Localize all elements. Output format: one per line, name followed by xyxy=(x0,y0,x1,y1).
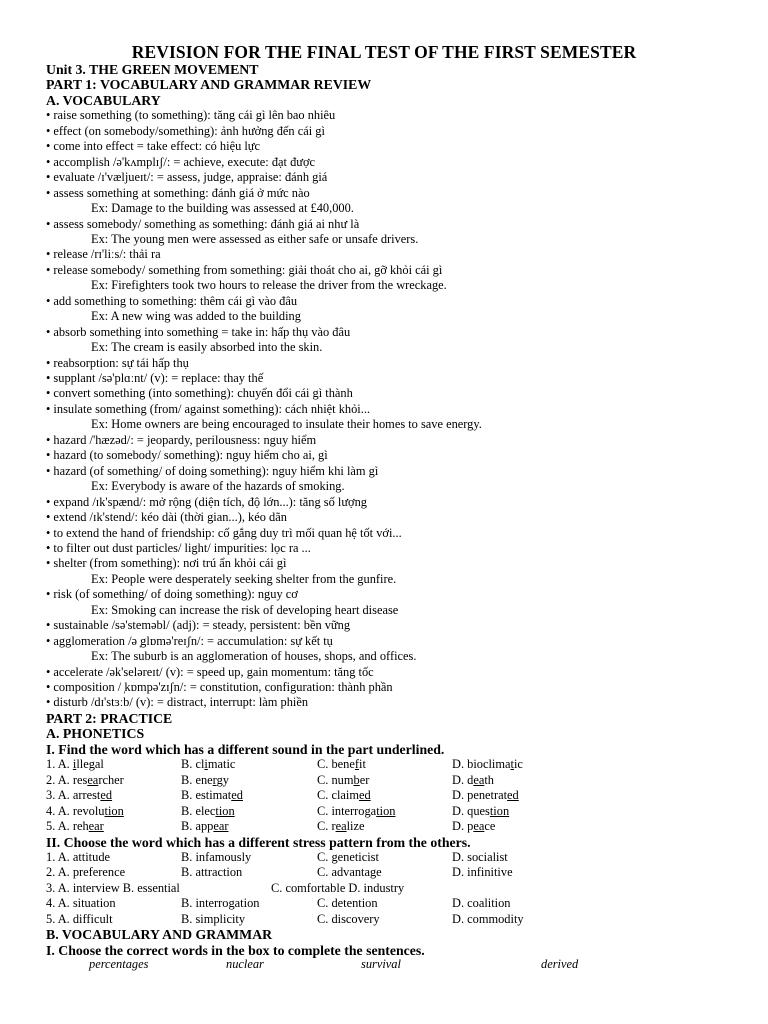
answer-option: D. coalition xyxy=(452,896,511,911)
word-box-item: survival xyxy=(361,957,401,972)
example-line: Ex: The cream is easily absorbed into the skin. xyxy=(91,340,323,355)
answer-option: B. estimated xyxy=(181,788,243,803)
vocab-item: • evaluate /ɪ'væljueɪt/: = assess, judge, appraise: đánh giá xyxy=(46,170,328,185)
answer-option: 2. A. researcher xyxy=(46,772,124,787)
vocab-item: • add something to something: thêm cái gì vào đâu xyxy=(46,293,298,308)
example-line: Ex: Smoking can increase the risk of developing heart disease xyxy=(91,602,399,617)
underlined-part: tion xyxy=(489,803,510,818)
answer-option: C. discovery xyxy=(317,911,380,926)
example-line: Ex: Home owners are being encouraged to insulate their homes to save energy. xyxy=(91,417,482,432)
underlined-part: ea xyxy=(87,772,99,787)
section-a-heading: A. VOCABULARY xyxy=(46,92,161,108)
question1-instruction: I. Find the word which has a different sound in the part underlined. xyxy=(46,741,445,757)
answer-option: 5. A. rehear xyxy=(46,819,104,834)
vocab-item: • to extend the hand of friendship: cố gắng duy trì mối quan hệ tốt với... xyxy=(46,525,402,540)
part2-heading: PART 2: PRACTICE xyxy=(46,710,173,726)
underlined-part: ea xyxy=(335,819,347,834)
vocab-item: • expand /ɪk'spænd/: mở rộng (diện tích, độ lớn...): tăng số lượng xyxy=(46,494,367,509)
vocab-item: • assess something at something: đánh giá ở mức nào xyxy=(46,185,310,200)
answer-option: D. peace xyxy=(452,819,496,834)
underlined-part: ear xyxy=(213,819,229,834)
answer-option: 1. A. illegal xyxy=(46,757,104,772)
answer-option: 4. A. revolution xyxy=(46,803,124,818)
unit-heading: Unit 3. THE GREEN MOVEMENT xyxy=(46,62,259,77)
question1-row xyxy=(46,819,746,835)
underlined-part: r xyxy=(212,772,217,787)
vocab-item: • shelter (from something): nơi trú ẩn khỏi cái gì xyxy=(46,556,287,571)
part1-heading: PART 1: VOCABULARY AND GRAMMAR REVIEW xyxy=(46,77,372,93)
vocab-item: • release /rɪ'liːs/: thải ra xyxy=(46,247,161,262)
underlined-part: ea xyxy=(473,772,485,787)
question2-instruction: II. Choose the word which has a different stress pattern from the others. xyxy=(46,834,471,850)
vocab-item: • insulate something (from/ against something): cách nhiệt khỏi... xyxy=(46,401,371,416)
vocab-item: • disturb /dɪ'stɜːb/ (v): = distract, interrupt: làm phiền xyxy=(46,695,309,710)
answer-option: B. election xyxy=(181,803,235,818)
underlined-part: i xyxy=(72,757,77,772)
underlined-part: tion xyxy=(104,803,124,818)
underlined-part: f xyxy=(354,757,359,772)
vocab-item: • raise something (to something): tăng cái gì lên bao nhiêu xyxy=(46,108,336,123)
answer-option: 4. A. situation xyxy=(46,896,116,911)
answer-option: C. detention xyxy=(317,896,378,911)
phonetics-heading: A. PHONETICS xyxy=(46,726,145,742)
answer-option: 3. A. interview B. essential xyxy=(46,880,180,895)
example-line: Ex: A new wing was added to the building xyxy=(91,309,301,324)
answer-option: B. energy xyxy=(181,772,229,787)
answer-option: C. geneticist xyxy=(317,849,379,864)
word-box-item: percentages xyxy=(89,957,149,972)
answer-option: C. comfortable D. industry xyxy=(271,880,405,895)
answer-option: C. number xyxy=(317,772,370,787)
question1-row xyxy=(46,757,746,773)
question2-row xyxy=(46,881,746,897)
section-b-heading: B. VOCABULARY AND GRAMMAR xyxy=(46,927,273,943)
answer-option: B. appear xyxy=(181,819,229,834)
answer-option: D. socialist xyxy=(452,849,508,864)
vocab-item: • supplant /sə'plɑːnt/ (v): = replace: thay thế xyxy=(46,371,264,385)
word-box-item: nuclear xyxy=(226,957,264,972)
example-line: Ex: The suburb is an agglomeration of houses, shops, and offices. xyxy=(91,649,417,664)
answer-option: D. infinitive xyxy=(452,865,513,880)
example-line: Ex: Everybody is aware of the hazards of smoking. xyxy=(91,479,345,494)
answer-option: B. climatic xyxy=(181,757,236,772)
question3-instruction: I. Choose the correct words in the box to complete the sentences. xyxy=(46,942,425,958)
vocab-item: • hazard /'hæzəd/: = jeopardy, perilousness: nguy hiểm xyxy=(46,432,317,447)
vocab-item: • absorb something into something = take in: hấp thụ vào đâu xyxy=(46,324,351,339)
answer-option: 1. A. attitude xyxy=(46,849,111,864)
vocab-item: • reabsorption: sự tái hấp thụ xyxy=(46,355,189,370)
answer-option: C. benefit xyxy=(317,757,366,772)
example-line: Ex: The young men were assessed as either safe or unsafe drivers. xyxy=(91,231,419,246)
example-line: Ex: Damage to the building was assessed at £40,000. xyxy=(91,201,354,216)
vocab-item: • effect (on somebody/something): ảnh hưởng đến cái gì xyxy=(46,123,325,138)
page-title: REVISION FOR THE FINAL TEST OF THE FIRST SEMESTER xyxy=(131,42,637,62)
question2-row xyxy=(46,850,746,866)
answer-option: B. attraction xyxy=(181,865,243,880)
answer-option: B. simplicity xyxy=(181,911,246,926)
vocab-item: • release somebody/ something from something: giải thoát cho ai, gỡ khỏi cái gì xyxy=(46,262,443,277)
underlined-part: b xyxy=(353,772,360,787)
vocab-item: • sustainable /sə'steməbl/ (adj): = steady, persistent: bền vững xyxy=(46,618,351,633)
answer-option: D. penetrated xyxy=(452,788,519,803)
question2-row xyxy=(46,912,746,928)
word-box xyxy=(46,957,746,973)
answer-option: 2. A. preference xyxy=(46,865,126,880)
vocab-item: • accomplish /ə'kʌmplɪʃ/: = achieve, execute: đạt được xyxy=(46,154,316,169)
question1-row xyxy=(46,773,746,789)
example-line: Ex: Firefighters took two hours to release the driver from the wreckage. xyxy=(91,278,447,293)
vocab-item: • composition / ̩kɒmpə'zɪʃn/: = constitution, configuration: thành phần xyxy=(46,680,393,694)
answer-option: C. advantage xyxy=(317,865,382,880)
underlined-part: ed xyxy=(231,788,243,803)
underlined-part: ea xyxy=(473,819,485,834)
word-box-item: derived xyxy=(541,957,579,972)
answer-option: 3. A. arrested xyxy=(46,788,113,803)
vocab-item: • assess somebody/ something as something: đánh giá ai như là xyxy=(46,216,360,231)
underlined-part: ear xyxy=(88,819,104,834)
underlined-part: ed xyxy=(100,788,113,803)
underlined-part: t xyxy=(510,757,514,772)
vocab-item: • hazard (to somebody/ something): nguy hiểm cho ai, gì xyxy=(46,448,328,463)
vocab-item: • accelerate /ək'seləreɪt/ (v): = speed up, gain momentum: tăng tốc xyxy=(46,664,374,679)
answer-option: D. question xyxy=(452,803,510,818)
question2-row xyxy=(46,865,746,881)
vocab-item: • risk (of something/ of doing something): nguy cơ xyxy=(46,587,298,602)
vocab-item: • come into effect = take effect: có hiệu lực xyxy=(46,139,261,154)
vocab-item: • hazard (of something/ of doing something): nguy hiểm khi làm gì xyxy=(46,463,379,478)
vocab-item: • agglomeration /ə ̩glɒmə'reɪʃn/: = accumulation: sự kết tụ xyxy=(46,633,333,648)
answer-option: D. bioclimatic xyxy=(452,757,523,772)
underlined-part: ed xyxy=(507,788,519,803)
question1-row xyxy=(46,788,746,804)
underlined-part: tion xyxy=(376,803,396,818)
question2-row xyxy=(46,896,746,912)
answer-option: C. interrogation xyxy=(317,803,396,818)
vocab-item: • convert something (into something): chuyển đổi cái gì thành xyxy=(46,386,353,401)
vocab-item: • extend /ɪk'stend/: kéo dài (thời gian...), kéo dãn xyxy=(46,510,287,525)
answer-option: D. commodity xyxy=(452,911,524,926)
question1-row xyxy=(46,804,746,820)
answer-option: C. realize xyxy=(317,819,365,834)
vocab-item: • to filter out dust particles/ light/ impurities: lọc ra ... xyxy=(46,540,311,555)
answer-option: C. claimed xyxy=(317,788,371,803)
answer-option: 5. A. difficult xyxy=(46,911,113,926)
example-line: Ex: People were desperately seeking shelter from the gunfire. xyxy=(91,571,397,586)
underlined-part: ed xyxy=(358,788,371,803)
answer-option: B. interrogation xyxy=(181,896,260,911)
underlined-part: tion xyxy=(215,803,235,818)
answer-option: D. death xyxy=(452,772,494,787)
underlined-part: i xyxy=(204,757,208,772)
answer-option: B. infamously xyxy=(181,849,252,864)
